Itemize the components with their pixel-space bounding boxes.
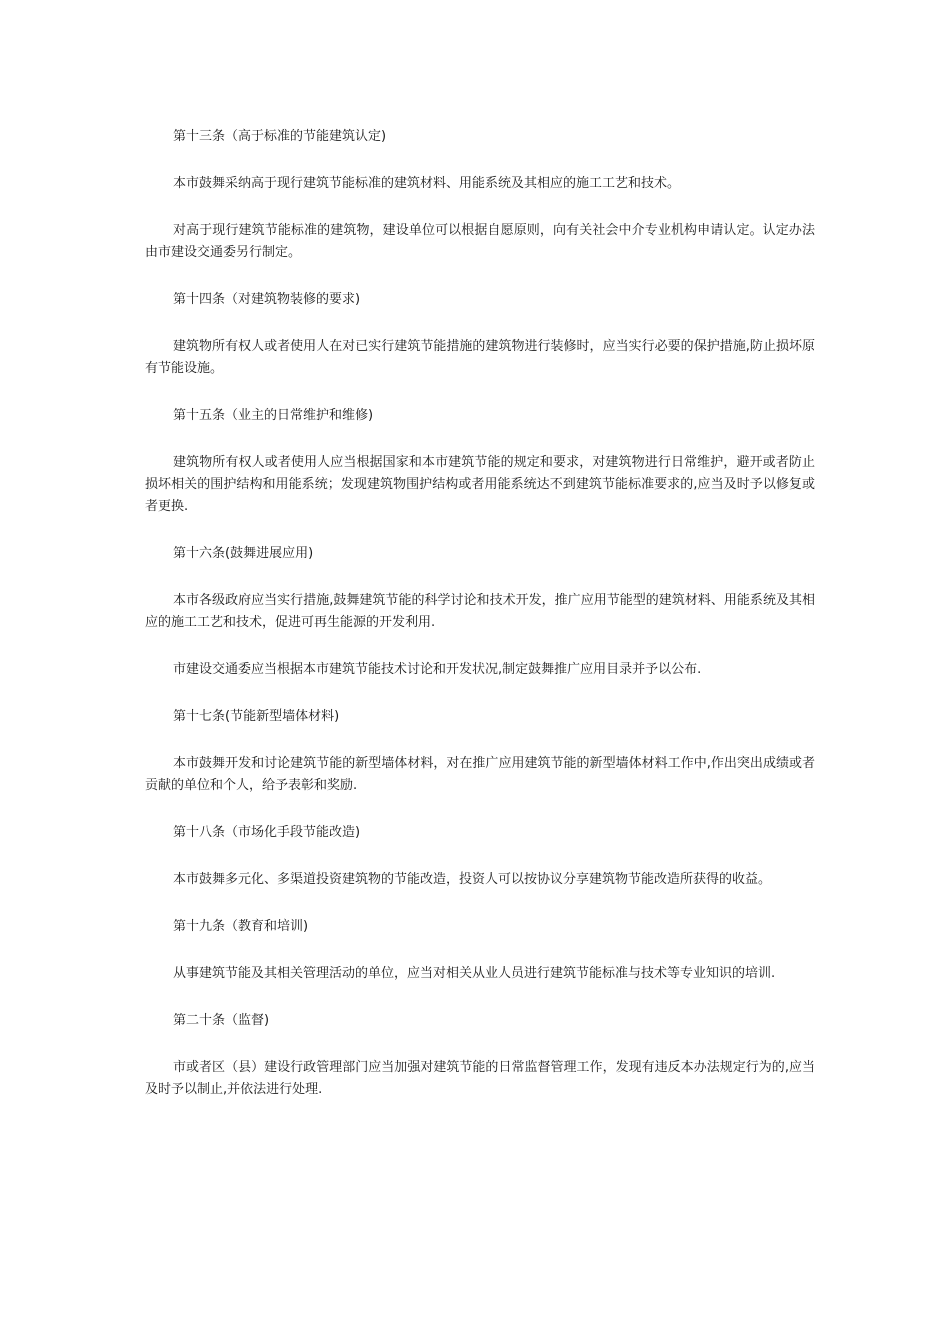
article-paragraph: 建筑物所有权人或者使用人应当根据国家和本市建筑节能的规定和要求，对建筑物进行日常维护，避开或者防止损坏相关的围护结构和用能系统；发现建筑物围护结构或者用能系统达不到建筑节能标准要求的,应当及时予以修复或者更换.: [145, 455, 815, 514]
article-heading: 第十四条（对建筑物装修的要求): [173, 292, 361, 307]
article-paragraph: 建筑物所有权人或者使用人在对已实行建筑节能措施的建筑物进行装修时，应当实行必要的保护措施,防止损坏原有节能设施。: [145, 339, 815, 376]
article-heading: 第十七条(节能新型墙体材料): [173, 709, 340, 724]
article-paragraph: 市或者区（县）建设行政管理部门应当加强对建筑节能的日常监督管理工作，发现有违反本办法规定行为的,应当及时予以制止,并依法进行处理.: [145, 1060, 815, 1097]
article-paragraph: 从事建筑节能及其相关管理活动的单位，应当对相关从业人员进行建筑节能标准与技术等专业知识的培训.: [173, 966, 776, 981]
article-heading: 第十六条(鼓舞进展应用): [173, 546, 314, 561]
article-paragraph: 本市鼓舞多元化、多渠道投资建筑物的节能改造，投资人可以按协议分享建筑物节能改造所获得的收益。: [173, 872, 772, 887]
article-heading: 第十九条（教育和培训): [173, 919, 309, 934]
article-heading: 第十三条（高于标准的节能建筑认定): [173, 129, 387, 144]
document-body: [145, 126, 815, 1126]
article-heading: 第十五条（业主的日常维护和维修): [173, 408, 374, 423]
article-paragraph: 本市鼓舞采纳高于现行建筑节能标准的建筑材料、用能系统及其相应的施工工艺和技术。: [173, 176, 681, 191]
article-paragraph: 对高于现行建筑节能标准的建筑物，建设单位可以根据自愿原则，向有关社会中介专业机构申请认定。认定办法由市建设交通委另行制定。: [145, 223, 815, 260]
article-paragraph: 市建设交通委应当根据本市建筑节能技术讨论和开发状况,制定鼓舞推广应用目录并予以公布.: [173, 662, 702, 677]
article-paragraph: 本市鼓舞开发和讨论建筑节能的新型墙体材料，对在推广应用建筑节能的新型墙体材料工作中,作出突出成绩或者贡献的单位和个人，给予表彰和奖励.: [145, 756, 815, 793]
article-heading: 第十八条（市场化手段节能改造): [173, 825, 361, 840]
article-heading: 第二十条（监督): [173, 1013, 270, 1028]
article-paragraph: 本市各级政府应当实行措施,鼓舞建筑节能的科学讨论和技术开发，推广应用节能型的建筑材料、用能系统及其相应的施工工艺和技术，促进可再生能源的开发利用.: [145, 593, 815, 630]
